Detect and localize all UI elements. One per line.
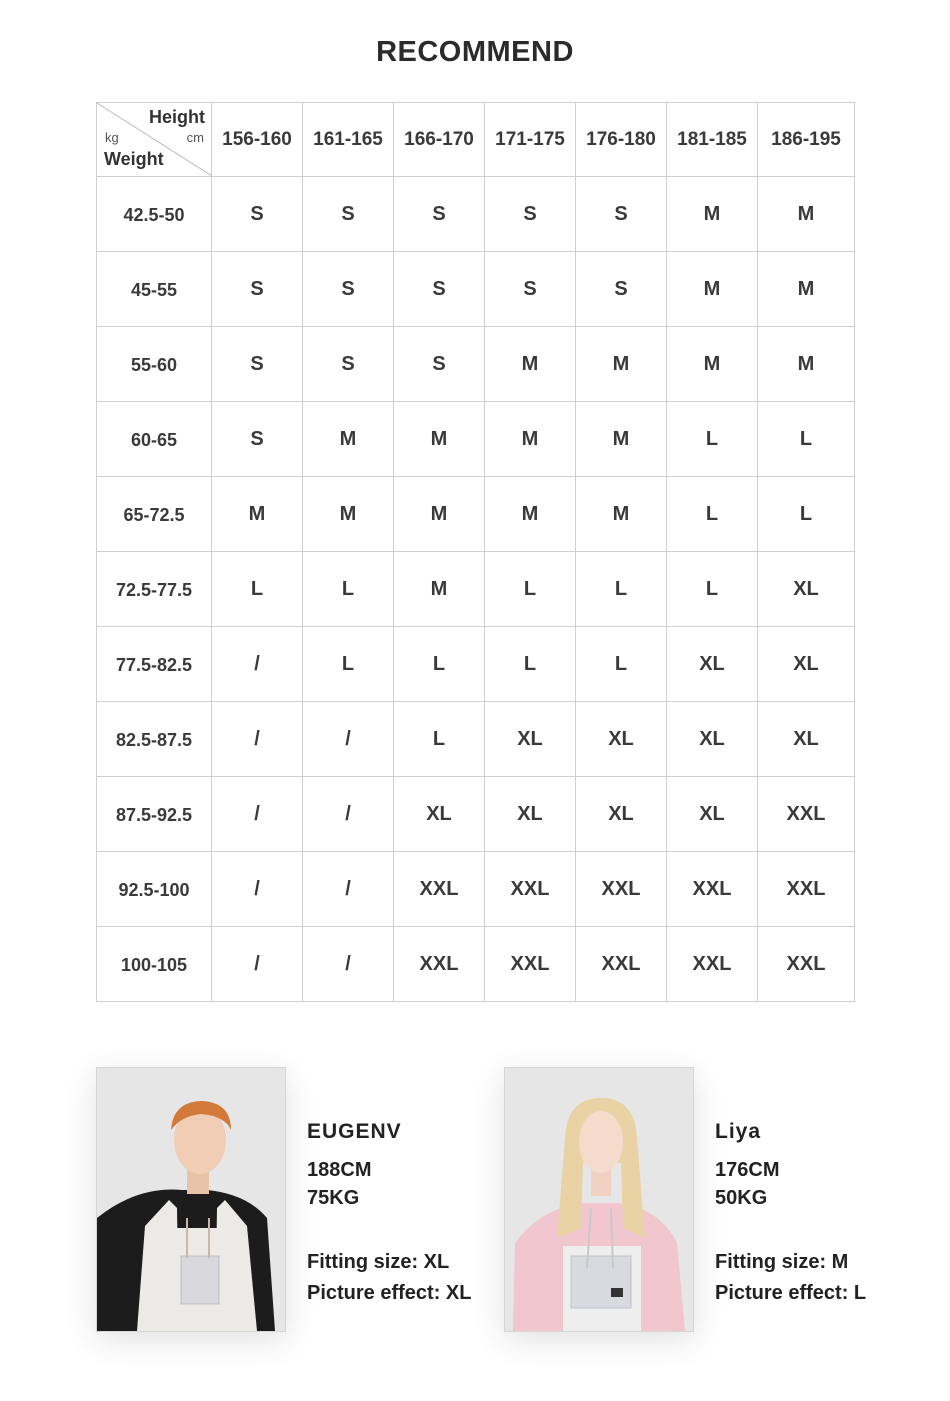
size-cell: M [576, 477, 667, 552]
size-cell: M [212, 477, 303, 552]
size-row [97, 777, 855, 852]
size-cell: M [485, 402, 576, 477]
kg-unit-label: kg [105, 130, 119, 145]
size-cell: S [303, 252, 394, 327]
size-cell: L [667, 402, 758, 477]
size-cell: M [576, 327, 667, 402]
model-photo-liya [504, 1067, 694, 1332]
size-cell: L [303, 552, 394, 627]
size-cell: / [212, 777, 303, 852]
size-cell: M [667, 252, 758, 327]
size-cell: L [667, 477, 758, 552]
weight-row-header: 42.5-50 [97, 177, 212, 252]
size-cell: L [758, 477, 855, 552]
size-cell: / [303, 777, 394, 852]
size-cell: XXL [667, 927, 758, 1002]
size-row [97, 927, 855, 1002]
weight-row-header: 60-65 [97, 402, 212, 477]
size-row [97, 402, 855, 477]
size-cell: S [394, 327, 485, 402]
cm-unit-label: cm [186, 130, 204, 145]
size-cell: M [758, 327, 855, 402]
size-cell: S [576, 252, 667, 327]
weight-row-header: 87.5-92.5 [97, 777, 212, 852]
corner-header-cell [97, 103, 212, 177]
size-cell: XL [667, 777, 758, 852]
size-cell: S [576, 177, 667, 252]
size-cell: XL [485, 702, 576, 777]
height-column-header: 156-160 [212, 103, 303, 177]
size-cell: XL [667, 702, 758, 777]
size-cell: / [303, 852, 394, 927]
size-cell: L [576, 552, 667, 627]
size-row [97, 552, 855, 627]
model-info-eugenv [307, 1120, 471, 1309]
size-cell: L [394, 627, 485, 702]
header-row [97, 103, 855, 177]
size-cell: L [576, 627, 667, 702]
weight-row-header: 77.5-82.5 [97, 627, 212, 702]
size-cell: XXL [667, 852, 758, 927]
height-column-header: 186-195 [758, 103, 855, 177]
height-axis-label: Height [149, 107, 205, 127]
size-cell: XL [576, 702, 667, 777]
weight-row-header: 100-105 [97, 927, 212, 1002]
size-cell: XL [394, 777, 485, 852]
height-column-header: 161-165 [303, 103, 394, 177]
model-height: 188CM [307, 1159, 372, 1181]
size-row [97, 252, 855, 327]
size-cell: / [212, 927, 303, 1002]
size-cell: L [212, 552, 303, 627]
size-cell: XXL [485, 927, 576, 1002]
size-cell: M [576, 402, 667, 477]
size-row [97, 702, 855, 777]
height-column-header: 176-180 [576, 103, 667, 177]
size-cell: S [394, 177, 485, 252]
model-height: 176CM [715, 1159, 780, 1181]
model-fitting-size: Fitting size: XL [307, 1251, 450, 1273]
size-row [97, 627, 855, 702]
size-row [97, 852, 855, 927]
size-cell: XXL [394, 927, 485, 1002]
size-cell: M [394, 552, 485, 627]
size-cell: L [303, 627, 394, 702]
weight-axis-label: Weight [104, 149, 164, 169]
size-cell: M [303, 477, 394, 552]
size-cell: M [758, 252, 855, 327]
size-cell: XXL [758, 777, 855, 852]
size-cell: / [212, 702, 303, 777]
size-cell: / [212, 852, 303, 927]
size-cell: XXL [576, 927, 667, 1002]
weight-row-header: 45-55 [97, 252, 212, 327]
size-cell: / [303, 927, 394, 1002]
size-cell: M [303, 402, 394, 477]
weight-row-header: 55-60 [97, 327, 212, 402]
size-cell: XL [758, 552, 855, 627]
model-picture-effect: Picture effect: L [715, 1282, 867, 1304]
model-illustration [97, 1068, 285, 1331]
model-weight: 75KG [307, 1187, 360, 1209]
size-cell: S [212, 177, 303, 252]
size-row [97, 477, 855, 552]
size-cell: M [485, 477, 576, 552]
weight-row-header: 72.5-77.5 [97, 552, 212, 627]
model-fitting-size: Fitting size: M [715, 1251, 849, 1273]
size-cell: XL [576, 777, 667, 852]
size-cell: XL [758, 702, 855, 777]
size-cell: XXL [576, 852, 667, 927]
size-cell: S [303, 327, 394, 402]
page-title: RECOMMEND [376, 36, 574, 68]
size-cell: XXL [485, 852, 576, 927]
size-cell: XL [667, 627, 758, 702]
size-cell: XXL [758, 852, 855, 927]
size-chart-table [96, 102, 855, 1002]
size-cell: L [485, 552, 576, 627]
size-cell: L [394, 702, 485, 777]
size-cell: S [212, 252, 303, 327]
size-cell: M [758, 177, 855, 252]
size-cell: M [667, 177, 758, 252]
height-column-header: 171-175 [485, 103, 576, 177]
model-photo-eugenv [96, 1067, 286, 1332]
height-column-header: 181-185 [667, 103, 758, 177]
size-cell: S [212, 327, 303, 402]
weight-row-header: 65-72.5 [97, 477, 212, 552]
size-cell: M [485, 327, 576, 402]
size-cell: M [394, 402, 485, 477]
size-cell: S [485, 177, 576, 252]
size-cell: XXL [394, 852, 485, 927]
size-cell: L [758, 402, 855, 477]
size-cell: / [212, 627, 303, 702]
size-cell: M [667, 327, 758, 402]
model-info-liya [715, 1120, 866, 1309]
size-cell: S [303, 177, 394, 252]
model-illustration [505, 1068, 693, 1331]
size-cell: L [485, 627, 576, 702]
size-cell: S [212, 402, 303, 477]
size-cell: XXL [758, 927, 855, 1002]
size-row [97, 177, 855, 252]
weight-row-header: 82.5-87.5 [97, 702, 212, 777]
size-cell: M [394, 477, 485, 552]
size-cell: / [303, 702, 394, 777]
size-cell: XL [485, 777, 576, 852]
size-cell: S [394, 252, 485, 327]
size-cell: XL [758, 627, 855, 702]
size-cell: L [667, 552, 758, 627]
model-weight: 50KG [715, 1187, 768, 1209]
size-cell: S [485, 252, 576, 327]
size-row [97, 327, 855, 402]
model-picture-effect: Picture effect: XL [307, 1282, 472, 1304]
weight-row-header: 92.5-100 [97, 852, 212, 927]
model-name: EUGENV [307, 1120, 402, 1143]
height-column-header: 166-170 [394, 103, 485, 177]
model-name: Liya [715, 1120, 762, 1143]
